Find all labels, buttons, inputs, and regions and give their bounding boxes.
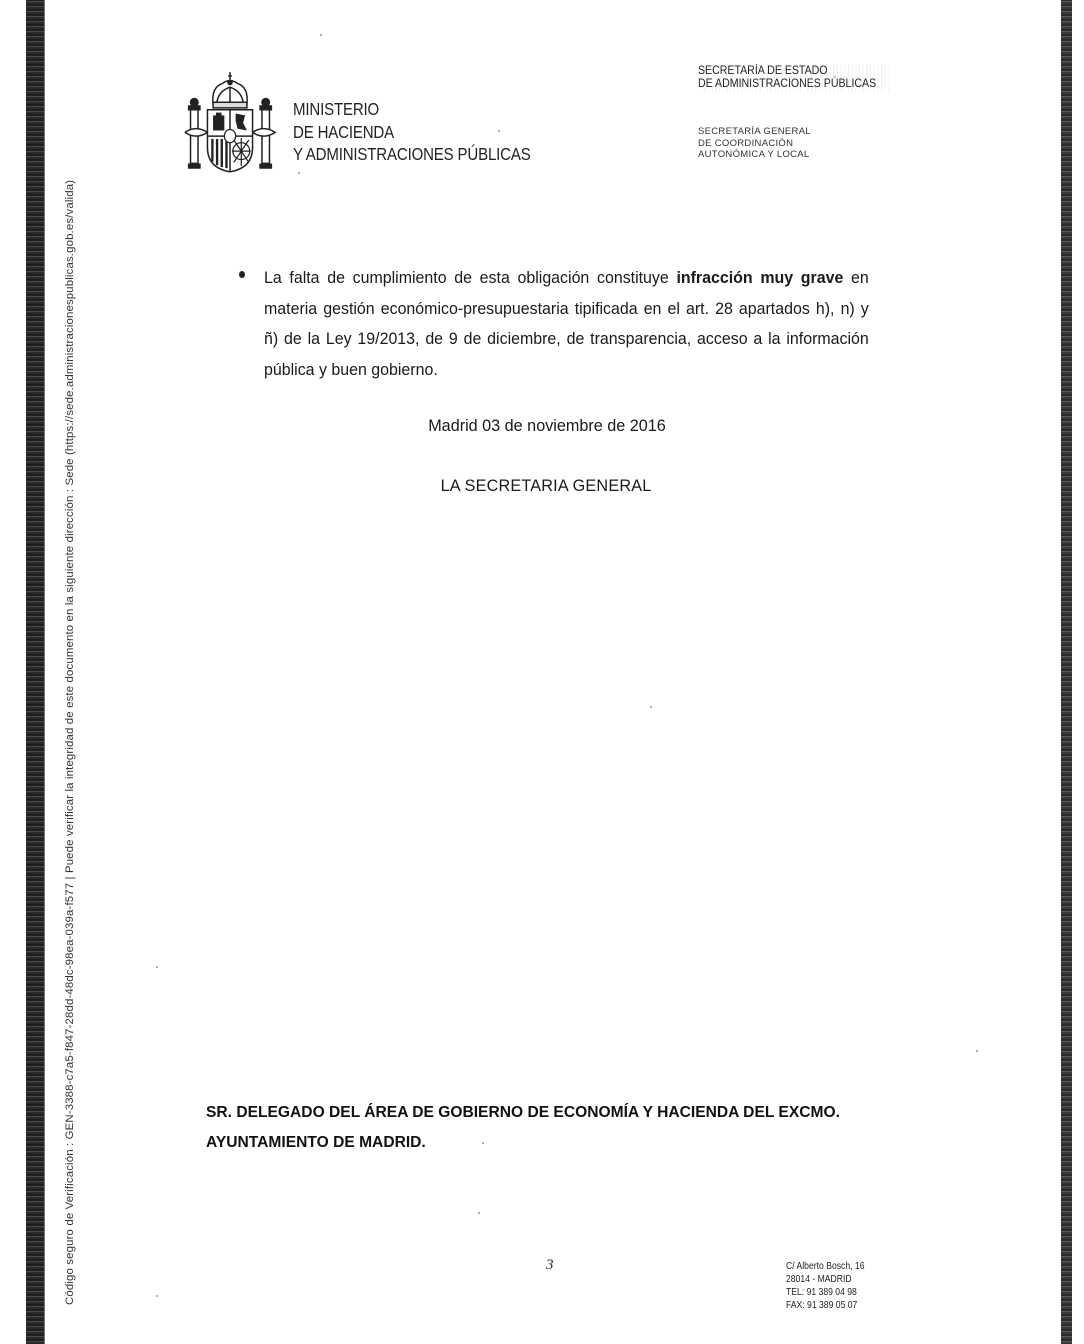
ministry-line: Y ADMINISTRACIONES PÚBLICAS [293, 144, 531, 164]
scan-speck [976, 1050, 978, 1052]
secretaria-general-line: DE COORDINACIÓN [698, 137, 794, 149]
recipient-line: SR. DELEGADO DEL ÁREA DE GOBIERNO DE ECONOMÍA Y HACIENDA DEL EXCMO. [206, 1104, 840, 1121]
recipient-block [206, 1098, 886, 1158]
scan-speck [650, 706, 652, 708]
page-number: 3 [546, 1257, 554, 1273]
secretaria-general [698, 126, 811, 161]
signer-title: LA SECRETARIA GENERAL [440, 477, 652, 495]
bullet-paragraph [264, 263, 869, 385]
ministry-line: DE HACIENDA [293, 121, 394, 142]
paragraph-text: en materia gestión económico-presupuestaria tipificada en el art. 28 apartados h), n) y ñ) de la Ley 19/2013, de 9 de diciembre, de transparencia, acceso a la información pública y buen gobierno. [264, 269, 869, 379]
scan-edge-left [26, 0, 45, 1344]
address-line: 28014 - MADRID [786, 1273, 852, 1285]
scan-speck [482, 1142, 484, 1144]
scan-edge-right [1061, 0, 1072, 1344]
scan-speck [298, 172, 300, 174]
date-line: Madrid 03 de noviembre de 2016 [428, 417, 666, 435]
address-line: FAX: 91 389 05 07 [786, 1299, 858, 1311]
scan-speck [156, 1295, 158, 1297]
secretaria-general-line: AUTONÓMICA Y LOCAL [698, 149, 810, 160]
ministry-line: MINISTERIO [293, 99, 380, 119]
scan-speck [156, 966, 158, 968]
recipient-line: AYUNTAMIENTO DE MADRID. [206, 1134, 426, 1151]
secretaria-estado [698, 64, 889, 92]
footer-address [786, 1260, 865, 1312]
paragraph-emphasis: infracción muy grave [676, 269, 844, 287]
bullet-icon [239, 271, 245, 278]
ministry-name [293, 98, 531, 166]
address-line: TEL: 91 389 04 98 [786, 1286, 857, 1298]
verification-strip: Código seguro de Verificación : GEN-3388-c7a5-f847-28dd-48dc-98ea-039a-f577 | Puede verificar la integridad de este documento en la siguiente dirección : Sede (https://sede.administracionespublicas.gob.es/valida) [64, 179, 76, 1305]
paragraph-text: La falta de cumplimiento de esta obligación constituye [264, 269, 677, 287]
scan-speck [498, 130, 500, 132]
scan-speck [478, 1212, 480, 1214]
secretaria-estado-line: DE ADMINISTRACIONES PÚBLICAS [698, 77, 877, 90]
address-line: C/ Alberto Bosch, 16 [786, 1260, 865, 1272]
secretaria-estado-line: SECRETARÍA DE ESTADO [698, 65, 828, 77]
scan-speck [320, 34, 322, 36]
coat-of-arms-icon [183, 66, 277, 178]
secretaria-general-line: SECRETARÍA GENERAL [698, 126, 811, 137]
